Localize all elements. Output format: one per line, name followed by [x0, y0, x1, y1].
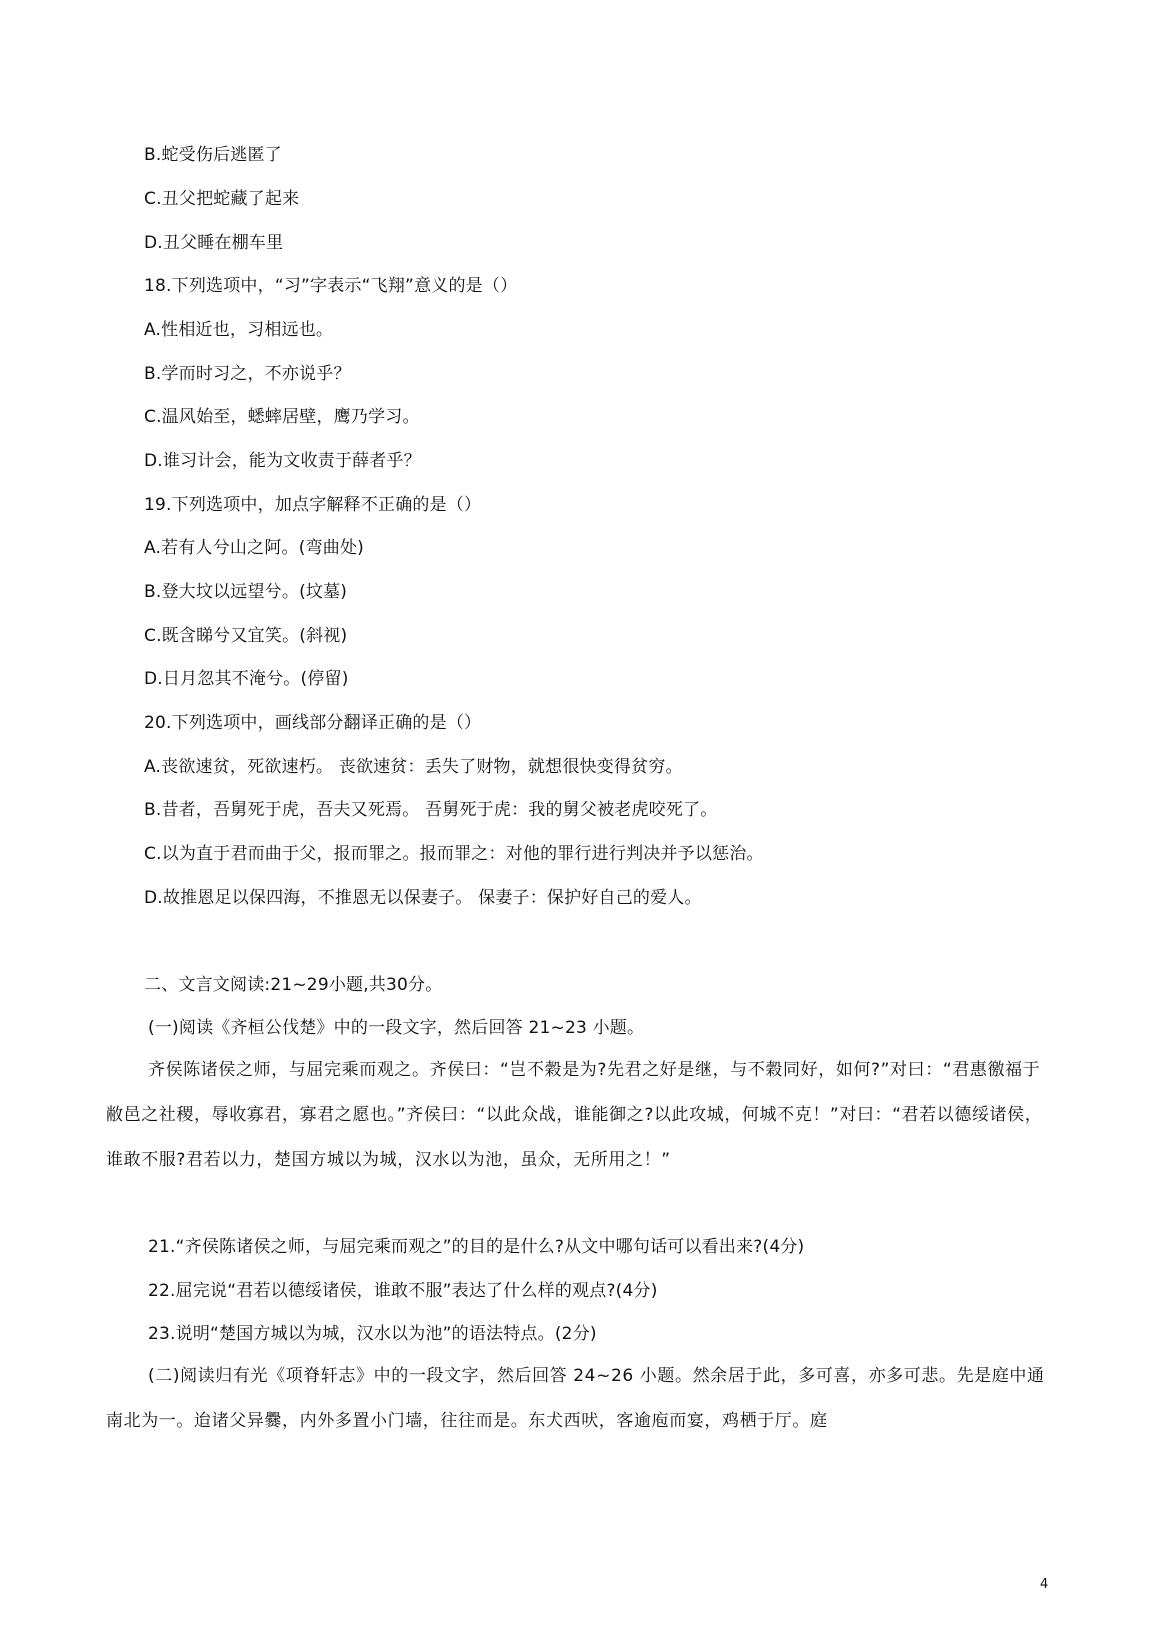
- page-number: 4: [1040, 1577, 1049, 1592]
- q18-option-b: B.学而时习之，不亦说乎？: [144, 364, 351, 384]
- q20-option-b: B.昔者，吾舅死于虎，吾夫又死焉。 吾舅死于虎：我的舅父被老虎咬死了。: [144, 800, 718, 820]
- question-19: 19.下列选项中，加点字解释不正确的是（）: [144, 495, 482, 515]
- q18-option-a: A.性相近也，习相远也。: [144, 320, 334, 340]
- q20-option-d: D.故推恩足以保四海，不推恩无以保妻子。 保妻子：保护好自己的爱人。: [144, 888, 702, 908]
- section-heading: 二、文言文阅读:21~29小题,共30分。: [144, 975, 443, 995]
- question-23: 23.说明“楚国方城以为城，汉水以为池”的语法特点。(2分): [148, 1324, 597, 1344]
- part-one-intro: (一)阅读《齐桓公伐楚》中的一段文字，然后回答 21~23 小题。: [148, 1018, 645, 1038]
- q19-option-b: B.登大坟以远望兮。(坟墓): [144, 582, 348, 602]
- q18-option-d: D.谁习计会，能为文收责于薛者乎？: [144, 451, 421, 471]
- q19-option-a: A.若有人兮山之阿。(弯曲处): [144, 538, 364, 558]
- q17-option-c: C.丑父把蛇藏了起来: [144, 189, 300, 209]
- q20-option-c: C.以为直于君而曲于父，报而罪之。报而罪之：对他的罪行进行判决并予以惩治。: [144, 844, 764, 864]
- passage-one: 齐侯陈诸侯之师，与屈完乘而观之。齐侯曰：“岂不穀是为?先君之好是继，与不穀同好，如何?”对曰：“君惠徼福于敝邑之社稷，辱收寡君，寡君之愿也。”齐侯曰：“以此众战，谁能御之?以此攻城，何城不克！”对曰：“君若以德绥诸侯，谁敢不服?君若以力，楚国方城以为城，汉水以为池，虽众，无所用之！”: [106, 1060, 1043, 1170]
- question-21: 21.“齐侯陈诸侯之师，与屈完乘而观之”的目的是什么?从文中哪句话可以看出来?(4分): [148, 1237, 805, 1257]
- q17-option-b: B.蛇受伤后逃匿了: [144, 145, 282, 165]
- question-18: 18.下列选项中，“习”字表示“飞翔”意义的是（）: [144, 276, 518, 296]
- passage-two: (二)阅读归有光《项脊轩志》中的一段文字，然后回答 24~26 小题。然余居于此，多可喜，亦多可悲。先是庭中通南北为一。迨诸父异爨，内外多置小门墙，往往而是。东犬西吠，客逾庖而宴，鸡栖于厅。庭: [106, 1366, 1045, 1431]
- question-20: 20.下列选项中，画线部分翻译正确的是（）: [144, 713, 482, 733]
- q18-option-c: C.温风始至，蟋蟀居壁，鹰乃学习。: [144, 407, 420, 427]
- q19-option-d: D.日月忽其不淹兮。(停留): [144, 669, 349, 689]
- q17-option-d: D.丑父睡在棚车里: [144, 233, 284, 253]
- q20-option-a: A.丧欲速贫，死欲速朽。 丧欲速贫：丢失了财物，就想很快变得贫穷。: [144, 757, 683, 777]
- question-22: 22.屈完说“君若以德绥诸侯，谁敢不服”表达了什么样的观点?(4分): [148, 1281, 658, 1301]
- q19-option-c: C.既含睇兮又宜笑。(斜视): [144, 626, 348, 646]
